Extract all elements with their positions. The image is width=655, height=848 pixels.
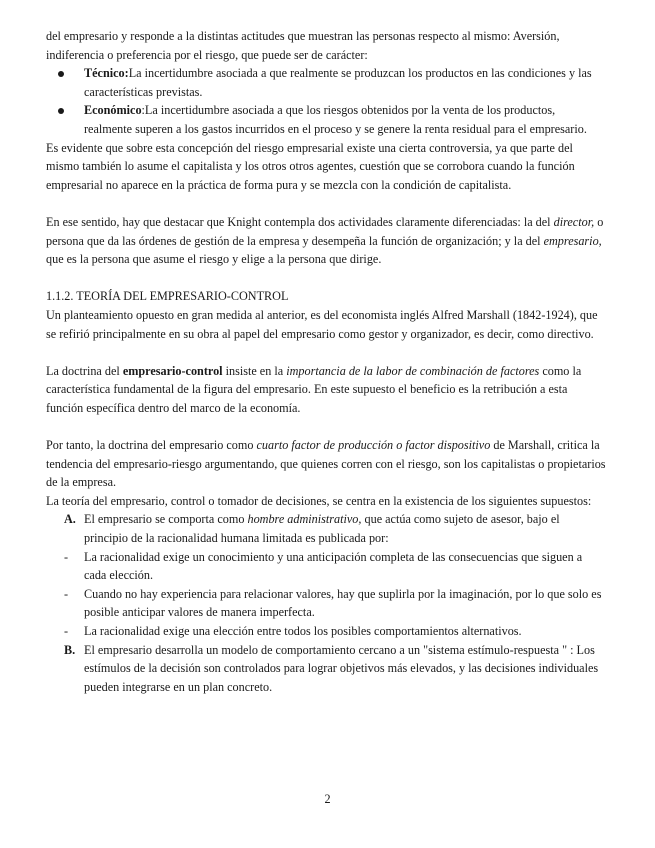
risk-type-list — [46, 64, 606, 138]
dash-item: - Cuando no hay experiencia para relacionar valores, hay que suplirla por la imaginación, por lo que solo es posible anticipar valores de manera imperfecta. — [64, 586, 602, 620]
hombre-administrativo-term: hombre administrativo, — [247, 512, 362, 527]
risk-type-item — [46, 64, 606, 101]
assumption-item-a: A. El empresario se comporta como hombre administrativo, que actúa como sujeto de asesor, bajo el principio de la racionalidad humana limitada es publicada por: — [64, 512, 560, 546]
assumption-item-b: B. El empresario desarrolla un modelo de comportamiento cercano a un "sistema estímulo-respuesta " : Los estímulos de la decisión son controlados para lograr objetivos más elevados, y las decisiones individuales pueden integrarse en un plan concreto. — [64, 642, 599, 694]
assumption-list — [46, 510, 606, 696]
risk-type-item — [46, 101, 606, 138]
dash-item: - La racionalidad exige una elección entre todos los posibles comportamientos alternativos. — [46, 622, 606, 641]
list-marker: B. — [64, 642, 76, 657]
dash-marker: - — [64, 624, 69, 638]
dash-marker: - — [64, 586, 69, 601]
risk-description: :La incertidumbre asociada a que los riesgos obtenidos por la venta de los productos, realmente superen a los gastos incurridos en el proceso y se genere la renta residual para el empresario. — [84, 103, 587, 136]
fourth-factor-paragraph: Por tanto, la doctrina del empresario como cuarto factor de producción o factor dispositivo de Marshall, critica la tendencia del empresario-riesgo argumentando, que quienes corren con el riesgo, son los capitalistas o propietarios de la empresa. — [46, 438, 606, 490]
knight-paragraph: En ese sentido, hay que destacar que Knight contempla dos actividades claramente diferenciadas: la del director, o persona que da las órdenes de gestión de la empresa y desempeña la función de organización; y la del empresario, que es la persona que asume el riesgo y elige a la persona que dirige. — [46, 214, 604, 267]
marshall-paragraph: Un planteamiento opuesto en gran medida al anterior, es del economista inglés Alfred Marshall (1842-1924), que se refirió principalmente en su obra al papel del empresario como gestor y organizador, es decir, como directivo. — [46, 307, 598, 341]
dash-marker: - — [64, 549, 69, 564]
empresario-control-term: empresario-control — [122, 363, 223, 378]
director-term: director, — [553, 214, 595, 229]
bullet-icon — [58, 108, 64, 114]
combination-phrase: importancia de la labor de combinación de factores — [286, 363, 540, 378]
page-number: 2 — [324, 792, 331, 806]
section-heading: 1.1.2. TEORÍA DEL EMPRESARIO-CONTROL — [46, 289, 289, 304]
intro-paragraph: del empresario y responde a la distintas actitudes que muestran las personas respecto al mismo: Aversión, indiferencia o preferencia por el riesgo, que puede ser de carácter: — [46, 29, 560, 62]
bullet-icon — [58, 71, 64, 77]
controversy-paragraph: Es evidente que sobre esta concepción del riesgo empresarial existe una cierta controversia, ya que parte del mismo también lo asume el capitalista y los otros otros agentes, cuestión que se corrobora cuando la función empresarial no aparece en la práctica de forma pura y se mezcla con la condición de capitalista. — [46, 140, 575, 192]
dash-item: - La racionalidad exige un conocimiento y una anticipación completa de las consecuencias que siguen a cada elección. — [64, 549, 583, 583]
risk-term: Técnico: — [84, 66, 129, 81]
doctrine-paragraph: La doctrina del empresario-control insiste en la importancia de la labor de combinación de factores como la característica fundamental de la figura del empresario. En este supuesto el beneficio es la retribución a esta función específica dentro del marco de la economía. — [46, 363, 582, 415]
empresario-term: empresario, — [543, 233, 602, 248]
risk-term: Económico — [84, 103, 142, 118]
risk-description: La incertidumbre asociada a que realmente se produzcan los productos en las condiciones y las características previstas. — [84, 66, 592, 99]
page-body — [46, 27, 606, 696]
fourth-factor-phrase: cuarto factor de producción o factor dispositivo — [256, 438, 491, 453]
decision-intro: La teoría del empresario, control o tomador de decisiones, se centra en la existencia de los siguientes supuestos: — [46, 493, 592, 508]
list-marker: A. — [64, 512, 76, 527]
